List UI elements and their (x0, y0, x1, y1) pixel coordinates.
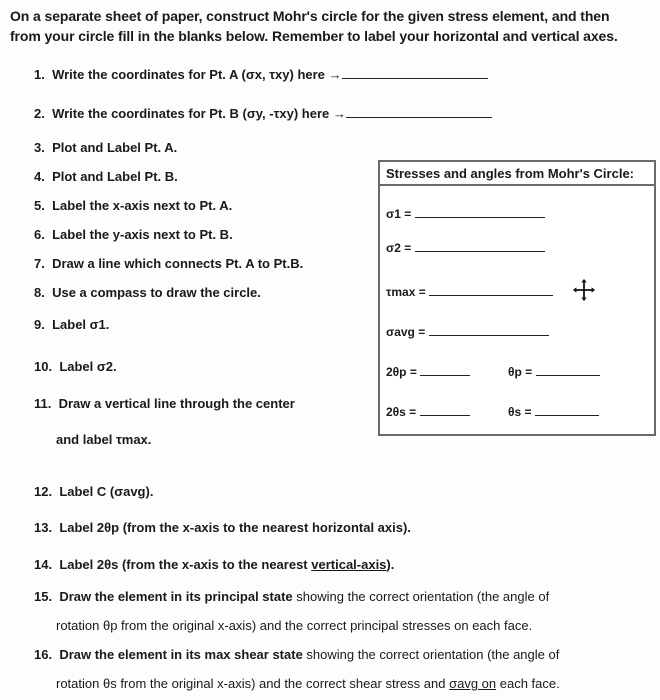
instructions (10, 6, 650, 46)
step-text: Draw a line which connects Pt. A to Pt.B. (52, 256, 304, 271)
theta-s-row (508, 404, 599, 420)
step-6 (34, 226, 233, 244)
step-11-continued: and label τmax. (56, 432, 152, 447)
step-text: Label σ2. (59, 359, 117, 374)
tau-max-blank[interactable] (429, 285, 553, 296)
theta-p-blank[interactable] (536, 365, 600, 376)
move-cursor-icon (570, 276, 598, 304)
step-number: 10. (34, 359, 53, 374)
step-2 (34, 105, 492, 123)
step-3 (34, 139, 177, 157)
theta-s-blank[interactable] (535, 405, 599, 416)
two-theta-p-row (386, 364, 470, 380)
sigma2-blank[interactable] (415, 241, 545, 252)
step-number: 12. (34, 484, 53, 499)
step-text: showing the correct orientation (the angle of (292, 589, 550, 604)
step-12 (34, 483, 153, 501)
theta-p-row (508, 364, 600, 380)
step-text: Plot and Label Pt. A. (52, 140, 178, 155)
two-theta-s-row (386, 404, 470, 420)
step-number: 9. (34, 317, 45, 332)
step-number: 8. (34, 285, 45, 300)
step-8 (34, 284, 261, 302)
step-15 (34, 588, 549, 606)
step-emphasis: Draw the element in its max shear state (59, 647, 303, 662)
step-number: 4. (34, 169, 45, 184)
step-4 (34, 168, 178, 186)
step-9 (34, 316, 109, 334)
two-theta-s-blank[interactable] (420, 405, 470, 416)
sigma1-row (386, 206, 545, 222)
step-number: 11. (34, 396, 52, 411)
step-text: Write the coordinates for Pt. A (σx, τxy) here → (52, 67, 342, 82)
two-theta-s-label: 2θs = (386, 405, 417, 419)
tau-max-label: τmax = (386, 285, 426, 299)
two-theta-p-label: 2θp = (386, 365, 417, 379)
mohrs-circle-results-box (378, 160, 656, 436)
answer-blank-pt-a[interactable] (342, 66, 488, 79)
step-number: 1. (34, 67, 45, 82)
step-number: 2. (34, 106, 45, 121)
step-emphasis: Draw the element in its principal state (59, 589, 293, 604)
step-5 (34, 197, 232, 215)
step-number: 6. (34, 227, 45, 242)
tau-max-row (386, 284, 553, 300)
step-number: 5. (34, 198, 45, 213)
step-text: Label 2θs (from the x-axis to the nearest (59, 557, 312, 572)
step-13 (34, 519, 411, 537)
answer-blank-pt-b[interactable] (346, 105, 492, 118)
step-number: 14. (34, 557, 53, 572)
step-text: Draw a vertical line through the center (58, 396, 295, 411)
step-15-line-2: rotation θp from the original x-axis) and the correct principal stresses on each face. (56, 618, 533, 633)
sigma2-label: σ2 = (386, 241, 412, 255)
step-number: 7. (34, 256, 45, 271)
step-text: Label the x-axis next to Pt. A. (52, 198, 233, 213)
step-text: Label 2θp (from the x-axis to the nearest horizontal axis). (59, 520, 411, 535)
sigma-avg-label: σavg = (386, 325, 426, 339)
step-text: Write the coordinates for Pt. B (σy, -τxy) here → (52, 106, 346, 121)
instructions-line-1: On a separate sheet of paper, construct Mohr's circle for the given stress element, and then (10, 8, 610, 24)
sigma1-label: σ1 = (386, 207, 412, 221)
step-text: Label σ1. (52, 317, 110, 332)
step-text: Use a compass to draw the circle. (52, 285, 261, 300)
step-text: showing the correct orientation (the angle of (302, 647, 560, 662)
step-text-end: each face. (496, 676, 560, 691)
step-number: 16. (34, 647, 53, 662)
theta-s-label: θs = (508, 405, 532, 419)
step-16 (34, 646, 559, 664)
two-theta-p-blank[interactable] (420, 365, 470, 376)
step-16-line-2 (56, 675, 560, 693)
sigma1-blank[interactable] (415, 207, 545, 218)
step-7 (34, 255, 303, 273)
step-1 (34, 66, 488, 84)
step-number: 3. (34, 140, 45, 155)
results-box-title: Stresses and angles from Mohr's Circle: (380, 162, 654, 186)
step-10 (34, 358, 117, 376)
sigma2-row (386, 240, 545, 256)
sigma-avg-row (386, 324, 549, 340)
step-14 (34, 556, 394, 574)
step-text-end: ). (386, 557, 395, 572)
step-text: Label the y-axis next to Pt. B. (52, 227, 233, 242)
instructions-line-2: from your circle fill in the blanks below. Remember to label your horizontal and vertical axes. (10, 28, 618, 44)
step-11 (34, 395, 295, 413)
step-text: Plot and Label Pt. B. (52, 169, 178, 184)
underlined-text: σavg on (449, 676, 497, 691)
underlined-text: vertical-axis (311, 557, 387, 572)
sigma-avg-blank[interactable] (429, 325, 549, 336)
theta-p-label: θp = (508, 365, 533, 379)
step-number: 15. (34, 589, 53, 604)
step-text: Label C (σavg). (59, 484, 154, 499)
step-text: rotation θs from the original x-axis) and the correct shear stress and (56, 676, 450, 691)
step-number: 13. (34, 520, 53, 535)
